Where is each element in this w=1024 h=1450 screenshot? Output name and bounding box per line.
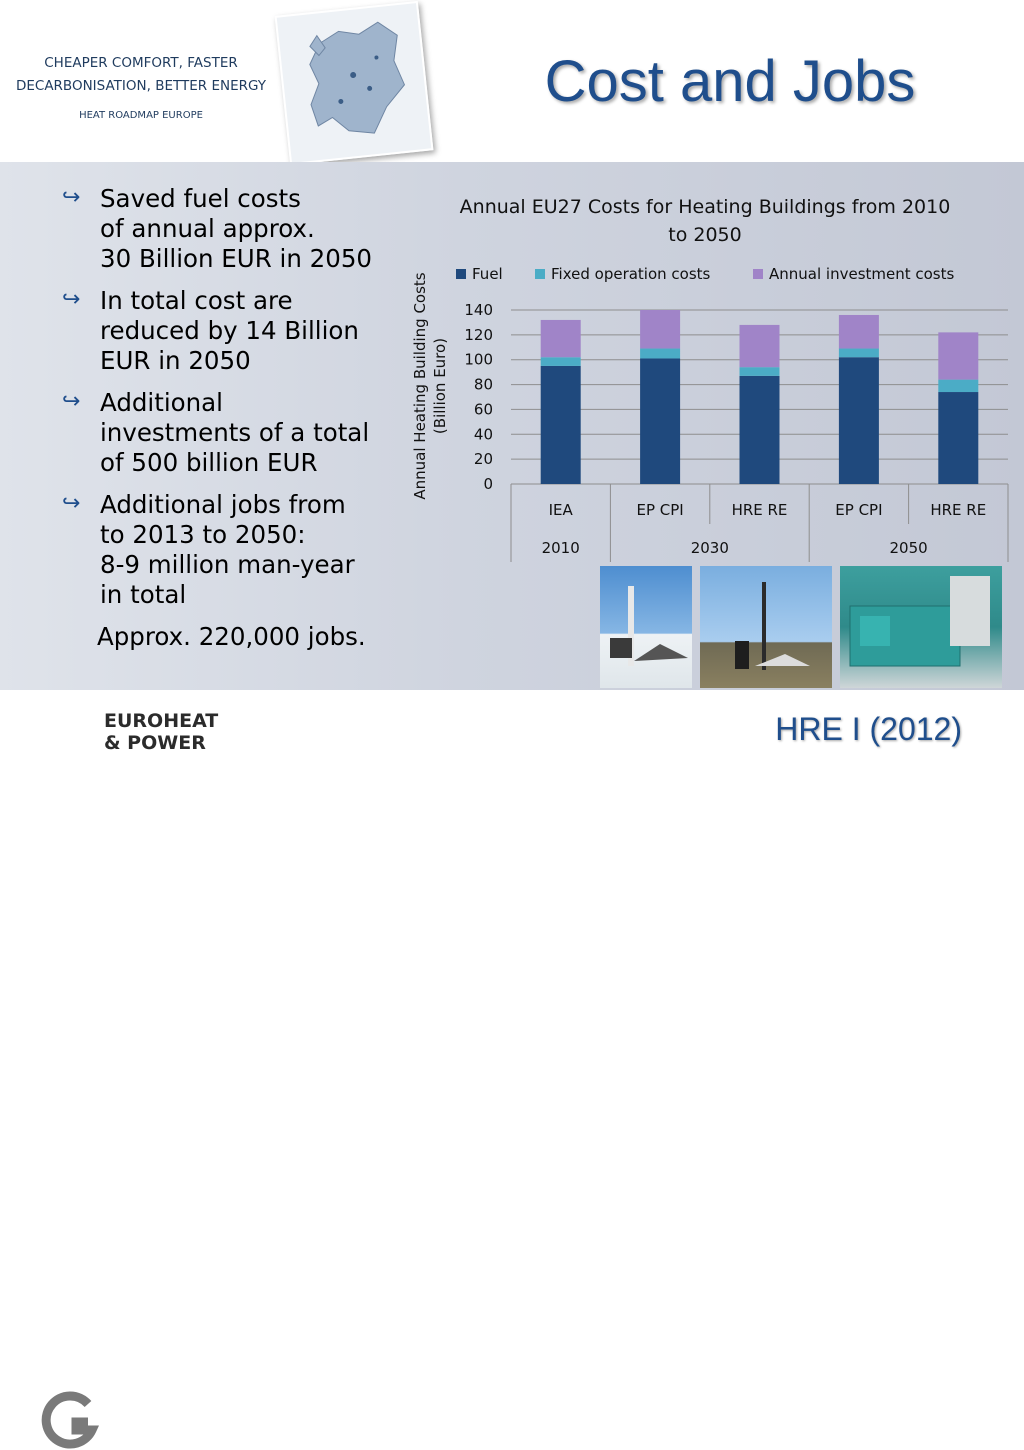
y-axis-label-line-2: (Billion Euro) <box>431 337 449 435</box>
curved-arrow-icon: ↪ <box>62 185 81 210</box>
bullet-item <box>60 388 400 478</box>
tagline-line-2: DECARBONISATION, BETTER ENERGY <box>15 78 267 94</box>
bullet-line: 8-9 million man-year <box>100 550 355 579</box>
group-label: 2050 <box>889 539 928 557</box>
logo-line-2: & POWER <box>104 732 206 754</box>
bullet-line: Additional <box>100 388 223 417</box>
citation-text: HRE I (2012) <box>775 711 962 747</box>
y-tick-label: 140 <box>464 301 493 319</box>
bullet-list <box>60 184 400 652</box>
curved-arrow-icon: ↪ <box>62 491 81 516</box>
chart-title <box>445 193 965 249</box>
y-tick-label: 20 <box>473 450 493 469</box>
power-plant-photo <box>600 566 692 688</box>
header-band <box>0 0 1024 162</box>
euroheat-logo-text <box>104 710 218 754</box>
bullet-line: to 2013 to 2050: <box>100 520 306 549</box>
bullet-line: reduced by 14 Billion <box>100 316 359 345</box>
x-tick-label: EP CPI <box>636 501 684 519</box>
legend-item-investment <box>753 265 954 283</box>
tagline-line-3: HEAT ROADMAP EUROPE <box>79 110 203 121</box>
euroheat-logo-icon <box>40 1390 100 1450</box>
europe-map-image <box>275 1 434 165</box>
bullet-line: 30 Billion EUR in 2050 <box>100 244 373 273</box>
legend-label-fixed-operation: Fixed operation costs <box>551 265 711 283</box>
y-tick-label: 60 <box>473 400 493 419</box>
y-tick-label: 40 <box>473 425 493 444</box>
logo-line-1: EUROHEAT <box>104 710 219 732</box>
y-axis-label-line-1: Annual Heating Building Costs <box>411 272 429 500</box>
y-tick-label: 80 <box>473 375 493 394</box>
legend-swatch-fuel <box>456 269 466 279</box>
slide-title: Cost and Jobs <box>544 49 916 114</box>
bullet-line: of 500 billion EUR <box>100 448 318 477</box>
bullet-line: Saved fuel costs <box>100 184 301 213</box>
y-tick-label: 100 <box>464 350 493 369</box>
group-label: 2010 <box>541 539 580 557</box>
x-tick-label: IEA <box>548 501 573 519</box>
x-tick-label: HRE RE <box>930 501 987 519</box>
legend-label-investment: Annual investment costs <box>769 265 955 283</box>
chart-title-line-2: to 2050 <box>668 224 742 246</box>
engine-hall-photo <box>840 566 1002 688</box>
approx-jobs-text: Approx. 220,000 jobs. <box>97 622 366 651</box>
bullet-item <box>60 286 400 376</box>
chart-title-line-1: Annual EU27 Costs for Heating Buildings from 2010 <box>459 196 951 218</box>
bullet-line: investments of a total <box>100 418 370 447</box>
bullet-item <box>60 184 400 274</box>
bullet-line: In total cost are <box>100 286 293 315</box>
group-label: 2030 <box>690 539 729 557</box>
bullet-line: in total <box>100 580 187 609</box>
curved-arrow-icon: ↪ <box>62 389 81 414</box>
tagline-line-1: CHEAPER COMFORT, FASTER <box>44 55 238 71</box>
y-tick-label: 120 <box>464 325 493 344</box>
legend-swatch-fixed-operation <box>535 269 545 279</box>
bullet-item <box>60 490 400 610</box>
y-tick-label: 0 <box>483 475 493 493</box>
chimney-site-photo <box>700 566 832 688</box>
bullet-line: Additional jobs from <box>100 490 346 519</box>
legend-item-fuel <box>456 265 503 283</box>
bullet-line: of annual approx. <box>100 214 315 243</box>
bullet-line: EUR in 2050 <box>100 346 251 375</box>
curved-arrow-icon: ↪ <box>62 287 81 312</box>
legend-item-fixed-operation <box>535 265 710 283</box>
x-tick-label: EP CPI <box>835 501 883 519</box>
legend-swatch-investment <box>753 269 763 279</box>
legend-label-fuel: Fuel <box>472 265 503 283</box>
x-tick-label: HRE RE <box>731 501 788 519</box>
y-axis-label <box>410 266 450 506</box>
